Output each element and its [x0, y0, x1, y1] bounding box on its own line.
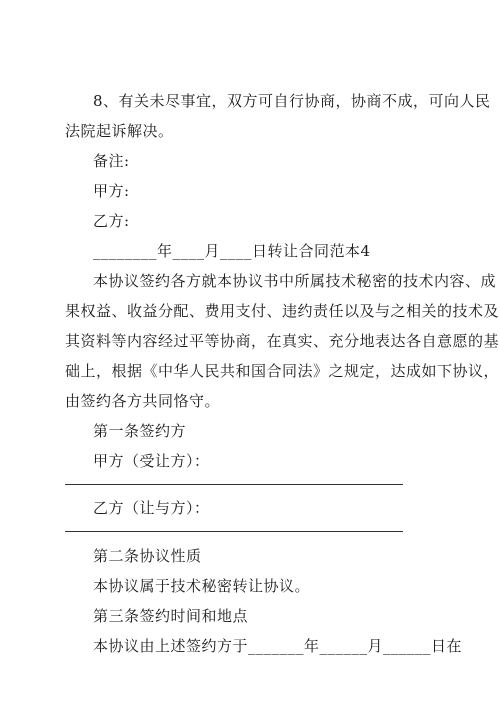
party-a-signature-label: 甲方: [93, 182, 130, 200]
clause-8-line-1: 8、有关未尽事宜，双方可自行协商，协商不成，可向人民 [93, 92, 491, 110]
party-a-blank-line [65, 484, 403, 485]
party-b-blank-line [65, 531, 403, 532]
party-b-assignor-label: 乙方（让与方）： [93, 499, 210, 517]
section-title: ________年____月____日转让合同范本4 [93, 242, 371, 260]
article-2-text: 本协议属于技术秘密转让协议。 [93, 577, 311, 595]
intro-line-3: 其资料等内容经过平等协商，在真实、充分地表达各自意愿的基 [65, 332, 500, 350]
party-a-assignee-label: 甲方（受让方）： [93, 452, 210, 470]
article-3-text: 本协议由上述签约方于_______年______月______日在 [93, 637, 463, 655]
party-b-signature-label: 乙方: [93, 212, 130, 230]
clause-8-line-2: 法院起诉解决。 [65, 122, 174, 140]
intro-line-5: 由签约各方共同恪守。 [65, 392, 221, 410]
intro-line-2: 果权益、收益分配、费用支付、违约责任以及与之相关的技术及 [65, 302, 500, 320]
article-2-title: 第二条协议性质 [93, 547, 202, 565]
intro-line-4: 础上，根据《中华人民共和国合同法》之规定，达成如下协议， [65, 362, 500, 380]
remarks-label: 备注: [93, 152, 130, 170]
article-1-title: 第一条签约方 [93, 422, 187, 440]
intro-line-1: 本协议签约各方就本协议书中所属技术秘密的技术内容、成 [93, 272, 497, 290]
article-3-title: 第三条签约时间和地点 [93, 607, 249, 625]
